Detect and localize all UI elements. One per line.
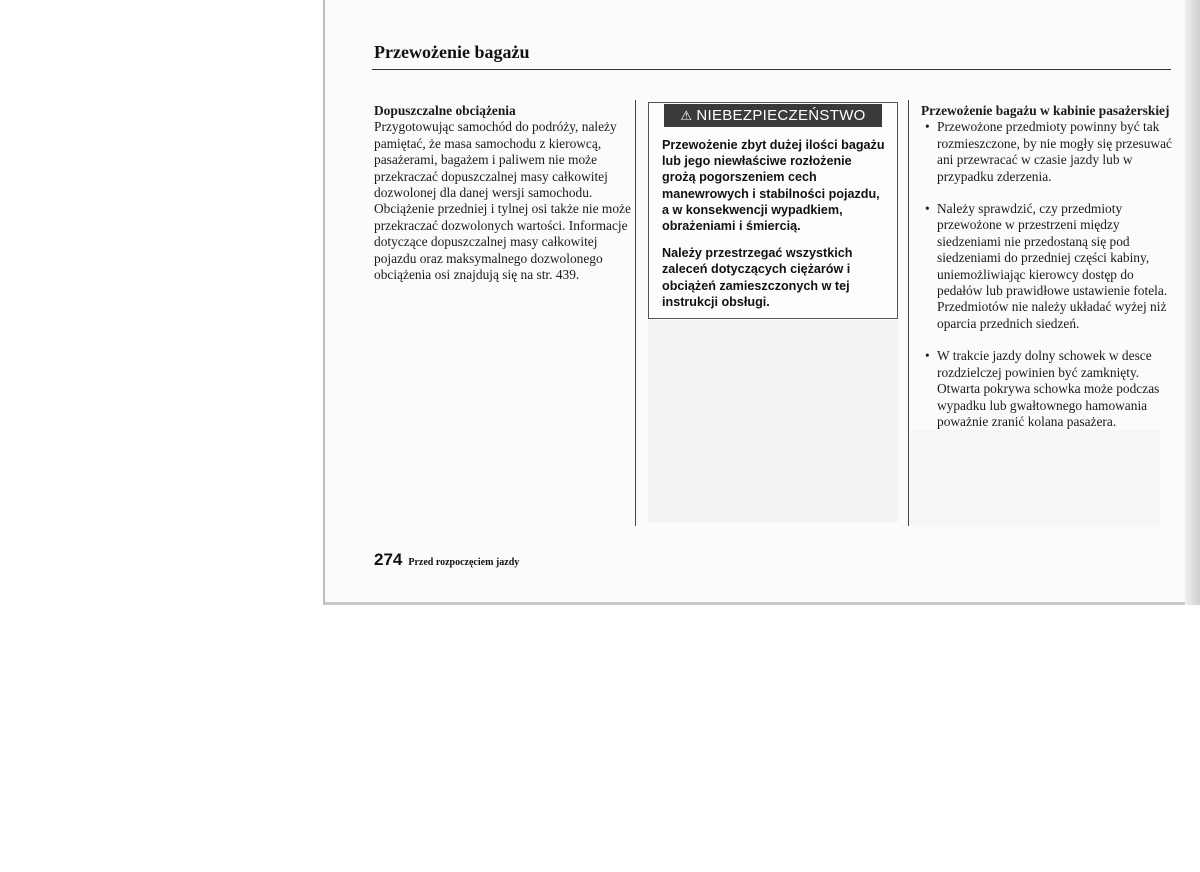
page-title: Przewożenie bagażu bbox=[374, 42, 530, 62]
list-item bbox=[921, 201, 1173, 332]
list-item-text: Należy sprawdzić, czy przedmioty przewożone w przestrzeni między siedzeniami nie przedostaną się pod siedzeniami do przedniej części kabiny, uniemożliwiając kierowcy dostęp do pedałów lub prawidłowe ustawienie fotela. Przedmiotów nie należy układać wyżej niż oparcia przednich siedzeń. bbox=[937, 201, 1168, 331]
list-item bbox=[921, 348, 1173, 430]
list-item-text: Przewożone przedmioty powinny być tak rozmieszczone, by nie mogły się przesuwać ani przewracać w czasie jazdy lub w przypadku zderzenia. bbox=[937, 119, 1172, 184]
page-footer bbox=[374, 550, 519, 570]
bullet-icon: • bbox=[925, 201, 930, 217]
list-item bbox=[921, 119, 1173, 185]
danger-warning-box bbox=[648, 102, 898, 319]
page-number: 274 bbox=[374, 550, 403, 569]
section-heading: Przewożenie bagażu w kabinie pasażerskiej bbox=[921, 103, 1170, 118]
right-column bbox=[921, 103, 1173, 446]
warning-header bbox=[664, 104, 882, 127]
warning-paragraph: Należy przestrzegać wszystkich zaleceń dotyczących ciężarów i obciążeń zamieszczonych w tej instrukcji obsługi. bbox=[662, 246, 853, 309]
paragraph: Przygotowując samochód do podróży, należy pamiętać, że masa samochodu z kierowcą, pasażerami, bagażem i paliwem nie może przekraczać dopuszczalnej masy całkowitej dozwolonej dla danej wersji samochodu. bbox=[374, 119, 617, 201]
left-column bbox=[374, 103, 632, 283]
warning-paragraph: Przewożenie zbyt dużej ilości bagażu lub jego niewłaściwe rozłożenie grożą pogorszeniem cech manewrowych i stabilności pojazdu, a w konsekwencji wypadkiem, obrażeniami i śmiercią. bbox=[662, 138, 885, 234]
page-edge-shadow bbox=[1185, 0, 1200, 605]
section-name: Przed rozpoczęciem jazdy bbox=[408, 557, 520, 568]
bullet-icon: • bbox=[925, 348, 930, 364]
column-divider-right bbox=[908, 100, 909, 526]
column-divider-left bbox=[635, 100, 636, 526]
warning-title: NIEBEZPIECZEŃSTWO bbox=[696, 107, 866, 124]
bleed-through-area bbox=[648, 320, 898, 522]
warning-body bbox=[649, 127, 897, 310]
title-divider bbox=[372, 69, 1171, 70]
list-item-text: W trakcie jazdy dolny schowek w desce rozdzielczej powinien być zamknięty. Otwarta pokrywa schowka może podczas wypadku lub gwałtownego hamowania poważnie zranić kolana pasażera. bbox=[937, 348, 1160, 429]
bullet-icon: • bbox=[925, 119, 930, 135]
paragraph: Obciążenie przedniej i tylnej osi także nie może przekraczać dozwolonych wartości. Informacje dotyczące dopuszczalnej masy całkowitej pojazdu oraz maksymalnego dozwolonego obciążenia osi znajdują się na str. 439. bbox=[374, 201, 631, 283]
section-heading: Dopuszczalne obciążenia bbox=[374, 103, 516, 118]
warning-triangle-icon: ⚠ bbox=[680, 108, 693, 123]
